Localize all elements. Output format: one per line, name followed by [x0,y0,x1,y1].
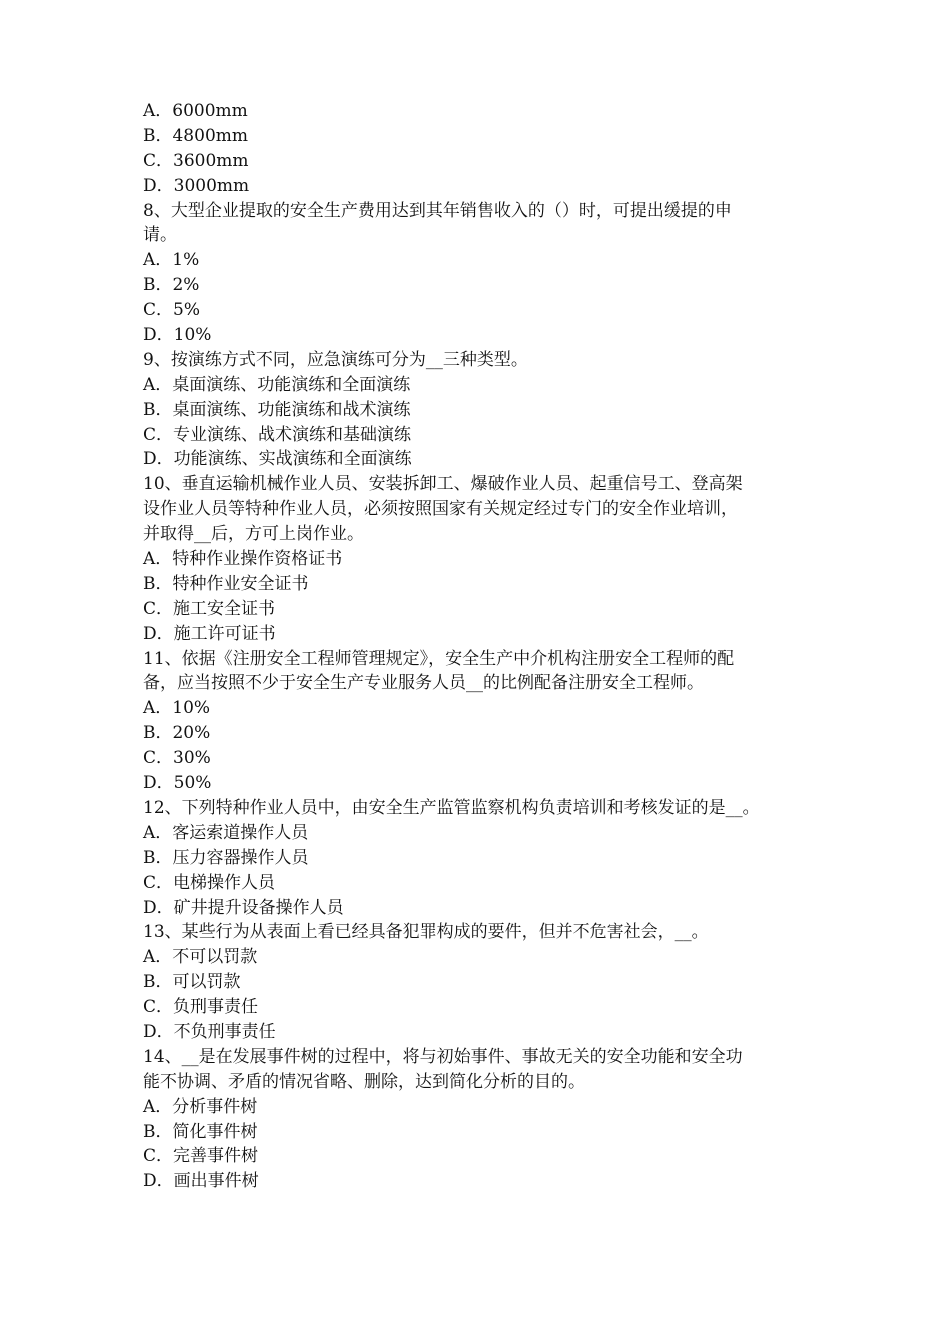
option-b: B．简化事件树 [143,1121,258,1142]
option-d: D．50% [143,773,212,794]
question-text: 13、某些行为从表面上看已经具备犯罪构成的要件，但并不危害社会，__。 [143,922,709,943]
document-page [143,99,823,1194]
question-text: 12、下列特种作业人员中，由安全生产监管监察机构负责培训和考核发证的是__。 [143,797,760,818]
question-text: 11、依据《注册安全工程师管理规定》，安全生产中介机构注册安全工程师的配 [143,648,735,669]
question-10 [143,472,823,646]
option-d: D．10% [143,325,212,346]
question-11 [143,647,823,796]
question-13 [143,920,823,1044]
option-a: A．分析事件树 [143,1096,258,1117]
option-d: D．功能演练、实战演练和全面演练 [143,449,412,470]
option-b: B．2% [143,275,200,296]
question-text: 8、大型企业提取的安全生产费用达到其年销售收入的（）时，可提出缓提的申 [143,200,732,221]
question-text: 10、垂直运输机械作业人员、安装拆卸工、爆破作业人员、起重信号工、登高架 [143,474,743,495]
option-a: A．桌面演练、功能演练和全面演练 [143,374,411,395]
option-d: D．画出事件树 [143,1171,259,1192]
option-a: A．不可以罚款 [143,947,258,968]
option-d: D．3000mm [143,175,250,196]
question-9 [143,348,823,472]
previous-question-options [143,99,823,199]
option-c: C．5% [143,300,200,321]
question-12 [143,796,823,920]
option-c: C．3600mm [143,150,249,171]
option-b: B．20% [143,723,211,744]
option-b: B．可以罚款 [143,972,241,993]
option-a: A．特种作业操作资格证书 [143,549,343,570]
question-14 [143,1045,823,1194]
option-b: B．特种作业安全证书 [143,573,309,594]
option-d: D．不负刑事责任 [143,1021,276,1042]
option-a: A．1% [143,250,200,271]
question-text: 9、按演练方式不同，应急演练可分为__三种类型。 [143,349,528,370]
option-d: D．施工许可证书 [143,623,276,644]
option-b: B．压力容器操作人员 [143,847,309,868]
option-c: C．专业演练、战术演练和基础演练 [143,424,412,445]
question-text: 设作业人员等特种作业人员，必须按照国家有关规定经过专门的安全作业培训， [143,499,738,520]
question-text: 请。 [143,225,177,246]
option-a: A．6000mm [143,101,248,121]
option-c: C．施工安全证书 [143,598,276,619]
question-8 [143,199,823,348]
question-text: 14、__是在发展事件树的过程中，将与初始事件、事故无关的安全功能和安全功 [143,1046,743,1067]
option-c: C．30% [143,748,211,769]
option-a: A．客运索道操作人员 [143,822,309,843]
option-b: B．4800mm [143,125,248,146]
option-a: A．10% [143,698,211,719]
option-c: C．负刑事责任 [143,997,259,1018]
question-text: 并取得__后，方可上岗作业。 [143,524,364,545]
option-c: C．完善事件树 [143,1146,259,1167]
option-b: B．桌面演练、功能演练和战术演练 [143,399,411,420]
question-text: 备，应当按照不少于安全生产专业服务人员__的比例配备注册安全工程师。 [143,673,704,694]
option-c: C．电梯操作人员 [143,872,276,893]
option-d: D．矿井提升设备操作人员 [143,897,344,918]
question-text: 能不协调、矛盾的情况省略、删除，达到简化分析的目的。 [143,1071,585,1092]
